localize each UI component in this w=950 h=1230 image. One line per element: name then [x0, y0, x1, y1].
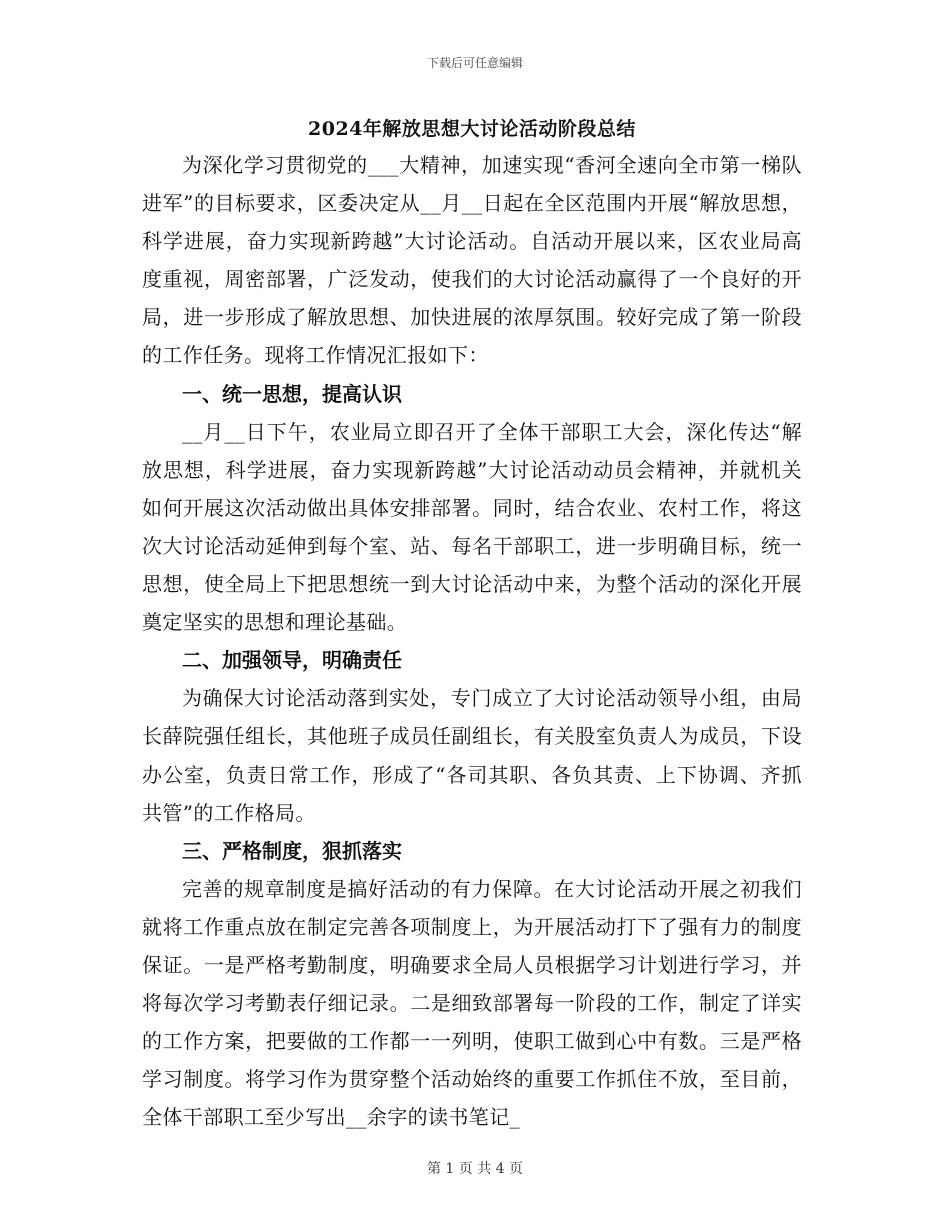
- section-heading: 三、严格制度，狠抓落实: [182, 838, 402, 863]
- intro-paragraph: 为深化学习贯彻党的___大精神，加速实现“香河全速向全市第一梯队进军”的目标要求，区委决定从__月__日起在全区范围内开展“解放思想，科学进展，奋力实现新跨越”大讨论活动。自活动开展以来，区农业局高度重视，周密部署，广泛发动，使我们的大讨论活动赢得了一个良好的开局，进一步形成了解放思想、加快进展的浓厚氛围。较好完成了第一阶段的工作任务。现将工作情况汇报如下：: [142, 153, 802, 368]
- section-paragraph: 完善的规章制度是搞好活动的有力保障。在大讨论活动开展之初我们就将工作重点放在制定完善各项制度上，为开展活动打下了强有力的制度保证。一是严格考勤制度，明确要求全局人员根据学习计划进行学习，并将每次学习考勤表仔细记录。二是细致部署每一阶段的工作，制定了详实的工作方案，把要做的工作都一一列明，使职工做到心中有数。三是严格学习制度。将学习作为贯穿整个活动始终的重要工作抓住不放，至目前，全体干部职工至少写出__余字的读书笔记_: [142, 876, 802, 1130]
- section-heading: 二、加强领导，明确责任: [182, 648, 402, 673]
- section-1: [142, 375, 802, 642]
- header-note: 下载后可任意编辑: [426, 56, 523, 70]
- section-paragraph: __月__日下午，农业局立即召开了全体干部职工大会，深化传达“解放思想，科学进展，奋力实现新跨越”大讨论活动动员会精神，并就机关如何开展这次活动做出具体安排部署。同时，结合农业、农村工作，将这次大讨论活动延伸到每个室、站、每名干部职工，进一步明确目标，统一思想，使全局上下把思想统一到大讨论活动中来，为整个活动的深化开展奠定坚实的思想和理论基础。: [142, 419, 802, 635]
- section-2: [142, 641, 802, 831]
- document-title: 2024年解放思想大讨论活动阶段总结: [308, 118, 636, 140]
- page-number: 第 1 页 共 4 页: [426, 1161, 524, 1177]
- section-3: [142, 832, 802, 1137]
- section-paragraph: 为确保大讨论活动落到实处，专门成立了大讨论活动领导小组，由局长薛院强任组长，其他班子成员任副组长，有关股室负责人为成员，下设办公室，负责日常工作，形成了“各司其职、各负其责、上下协调、齐抓共管”的工作格局。: [142, 686, 802, 825]
- section-heading: 一、统一思想，提高认识: [182, 381, 402, 406]
- document-body: [142, 112, 802, 1136]
